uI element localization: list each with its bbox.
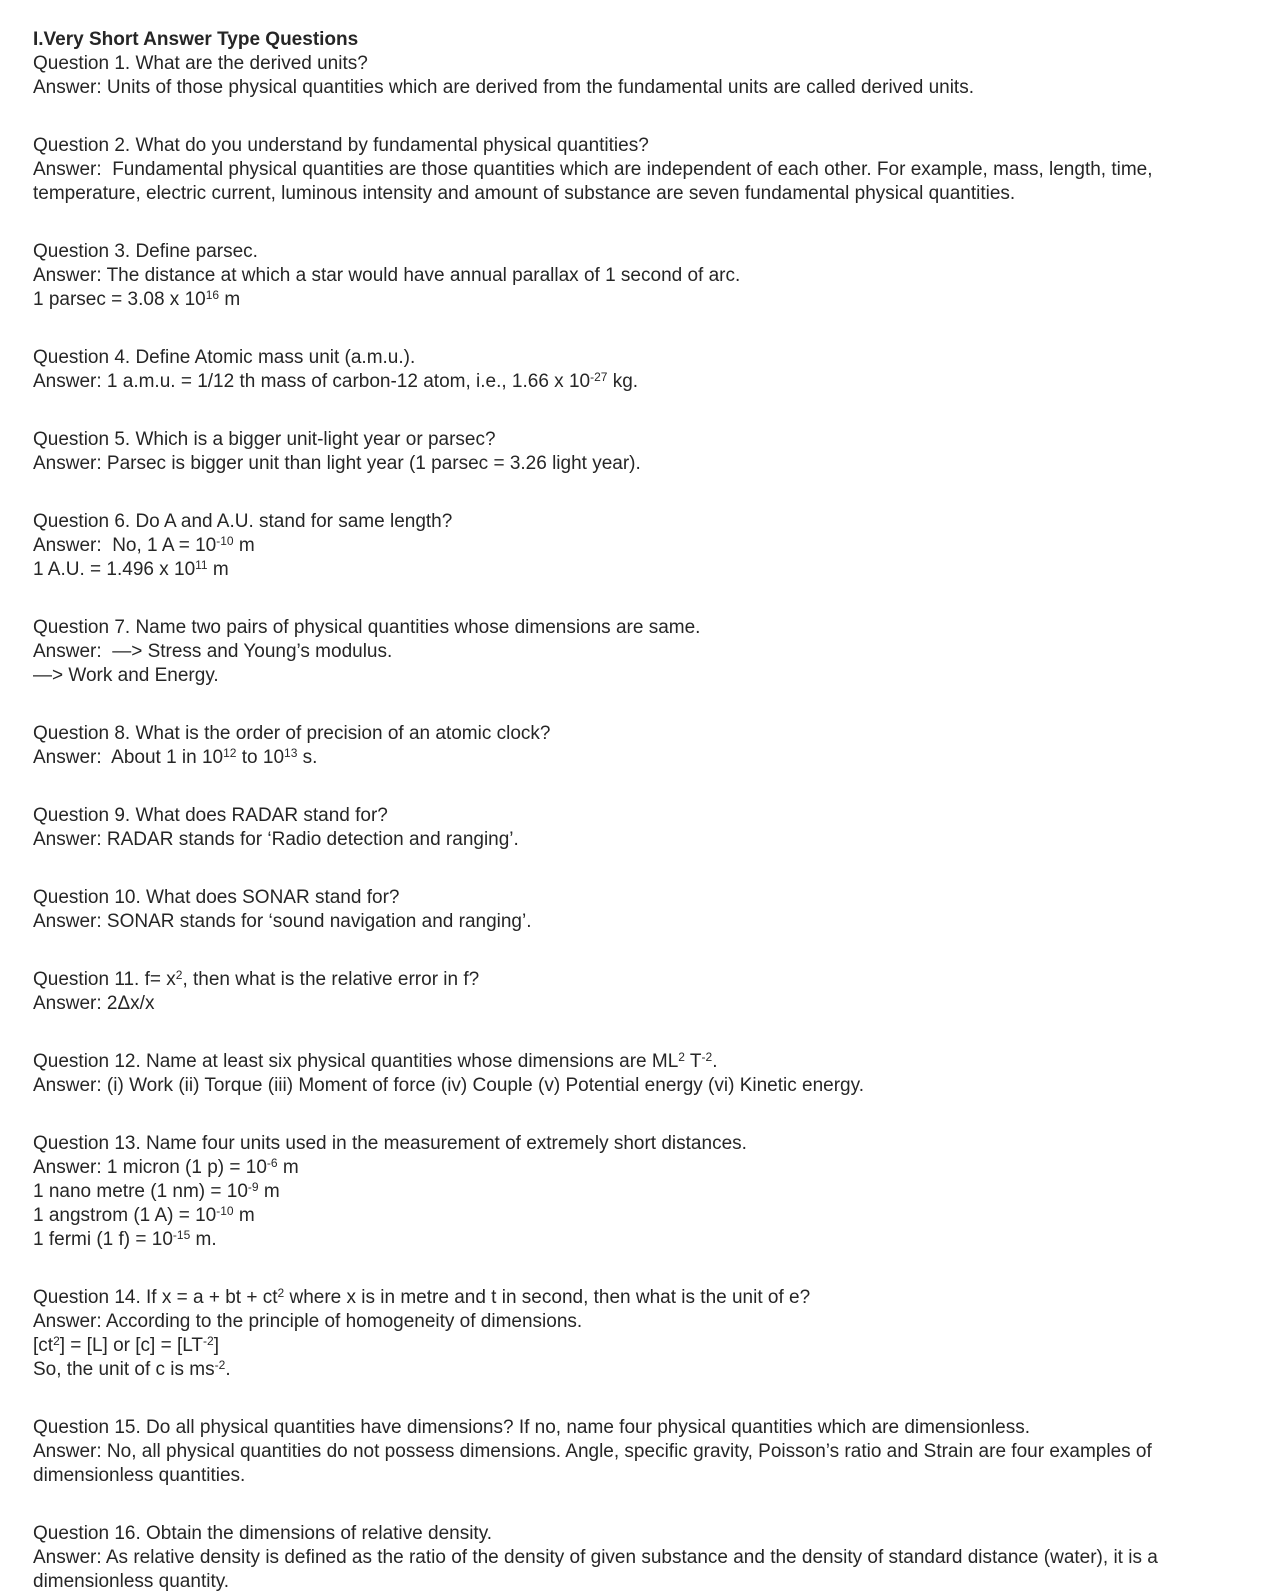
qa-block: [33, 1050, 1255, 1098]
answer-line: Answer: Units of those physical quantities which are derived from the fundamental units are called derived units.: [33, 77, 974, 98]
question-line: Question 14. If x = a + bt + $ct^2$ where x is in metre and t in second, then what is the unit of e?: [33, 1286, 811, 1308]
superscript-exponent: -2: [701, 1050, 713, 1064]
superscript-exponent: -10: [216, 534, 234, 548]
answer-line: Answer: The distance at which a star would have annual parallax of 1 second of arc.: [33, 265, 741, 286]
qa-block: [33, 1286, 1255, 1382]
answer-line: Answer: RADAR stands for ‘Radio detection and ranging’.: [33, 829, 519, 850]
qa-block: [33, 428, 1255, 476]
question-line: Question 12. Name at least six physical quantities whose dimensions are $ML^2$ $T^{-2}$.: [33, 1050, 718, 1072]
answer-line: Answer: (i) Work (ii) Torque (iii) Moment of force (iv) Couple (v) Potential energy (vi) Kinetic energy.: [33, 1075, 864, 1096]
answer-line: Answer: 1 a.m.u. = 1/12 th mass of carbon-12 atom, i.e., 1.66 x $10^{-27}$ kg.: [33, 370, 639, 392]
answer-line: Answer: Parsec is bigger unit than light year (1 parsec = 3.26 light year).: [33, 453, 641, 474]
answer-line: Answer: SONAR stands for ‘sound navigation and ranging’.: [33, 911, 532, 932]
question-line: Question 1. What are the derived units?: [33, 53, 368, 74]
answer-line: Answer: —> Stress and Young’s modulus.: [33, 641, 393, 662]
answer-line: 1 nano metre (1 $nm) = 10^{-9}$ m: [33, 1180, 280, 1202]
question-line: Question 6. Do A and A.U. stand for same length?: [33, 511, 453, 532]
qa-block: [33, 240, 1255, 312]
superscript-exponent: -2: [203, 1334, 214, 1348]
section-heading: I.Very Short Answer Type Questions: [33, 29, 359, 50]
superscript-exponent: 13: [284, 746, 298, 760]
question-line: Question 16. Obtain the dimensions of relative density.: [33, 1523, 493, 1544]
answer-line: 1 angstrom (1 $A) = 10^{-10}$ m: [33, 1204, 255, 1226]
answer-line: Answer: Fundamental physical quantities are those quantities which are independent of each other. For example, mass, length, time,: [33, 159, 1153, 180]
superscript-exponent: 2: [175, 968, 183, 982]
superscript-exponent: 11: [195, 558, 208, 572]
superscript-exponent: -10: [216, 1204, 234, 1218]
superscript-exponent: 2: [277, 1286, 285, 1300]
question-line: Question 15. Do all physical quantities have dimensions? If no, name four physical quantities which are dimensionless.: [33, 1417, 1030, 1438]
superscript-exponent: -15: [172, 1228, 191, 1242]
question-line: Question 10. What does SONAR stand for?: [33, 887, 400, 908]
qa-block: [33, 134, 1255, 206]
qa-block: [33, 616, 1255, 688]
answer-line: So, the unit of c is $ms^{-2}$.: [33, 1358, 231, 1380]
question-line: Question 2. What do you understand by fundamental physical quantities?: [33, 135, 649, 156]
qa-block: [33, 722, 1255, 770]
question-line: Question 5. Which is a bigger unit-light year or parsec?: [33, 429, 496, 450]
answer-line: Answer: About 1 in $10^{12}$ to $10^{13}$ s.: [33, 746, 318, 768]
qa-block: [33, 1132, 1255, 1252]
question-line: Question 13. Name four units used in the measurement of extremely short distances.: [33, 1133, 747, 1154]
answer-line: —> Work and Energy.: [33, 665, 219, 686]
superscript-exponent: 2: [678, 1050, 685, 1064]
question-line: Question 3. Define parsec.: [33, 241, 258, 262]
qa-block: [33, 1522, 1255, 1594]
qa-block: [33, 968, 1255, 1016]
answer-line: 1 parsec = 3.08 x $10^{16}$ m: [33, 288, 241, 310]
superscript-exponent: -6: [266, 1156, 278, 1170]
question-line: Question 7. Name two pairs of physical quantities whose dimensions are same.: [33, 617, 701, 638]
superscript-exponent: 2: [53, 1334, 60, 1348]
qa-block: [33, 346, 1255, 394]
superscript-exponent: 12: [223, 746, 237, 760]
qa-block: [33, 804, 1255, 852]
answer-line: dimensionless quantity.: [33, 1571, 230, 1592]
answer-line: temperature, electric current, luminous intensity and amount of substance are seven fundamental physical quantities.: [33, 183, 1016, 204]
answer-line: 1 A.U. = 1.496 x $10^{11}$ m: [33, 558, 229, 580]
superscript-exponent: -27: [590, 370, 608, 384]
answer-line: $[ct^2] = [L]$ or $[c] = [LT^{-2}]$: [33, 1334, 219, 1356]
superscript-exponent: -9: [247, 1180, 259, 1194]
answer-line: Answer: As relative density is defined as the ratio of the density of given substance and the density of standard distance (water), it is a: [33, 1547, 1158, 1568]
answer-line: 1 fermi (1 $f) = 10^{-15}$ m.: [33, 1228, 217, 1250]
answer-line: Answer: No, all physical quantities do not possess dimensions. Angle, specific gravity, Poisson’s ratio and Strain are four examples of: [33, 1441, 1152, 1462]
qa-block: [33, 52, 1255, 100]
qa-list: [33, 52, 1255, 1594]
qa-block: [33, 886, 1255, 934]
answer-line: Answer: According to the principle of homogeneity of dimensions.: [33, 1311, 583, 1332]
answer-line: Answer: 2Δx/x: [33, 993, 155, 1014]
answer-line: Answer: No, 1 $A = 10^{-10}$ m: [33, 534, 255, 556]
qa-block: [33, 1416, 1255, 1488]
superscript-exponent: 16: [205, 288, 220, 302]
question-line: Question 8. What is the order of precision of an atomic clock?: [33, 723, 551, 744]
qa-block: [33, 510, 1255, 582]
question-line: Question 4. Define Atomic mass unit (a.m.u.).: [33, 347, 416, 368]
answer-line: Answer: 1 micron (1 $p) = 10^{-6}$ m: [33, 1156, 299, 1178]
answer-line: dimensionless quantities.: [33, 1465, 246, 1486]
question-line: Question 11. $f= x^2$, then what is the relative error in f?: [33, 968, 480, 990]
question-line: Question 9. What does RADAR stand for?: [33, 805, 388, 826]
superscript-exponent: -2: [214, 1358, 226, 1372]
